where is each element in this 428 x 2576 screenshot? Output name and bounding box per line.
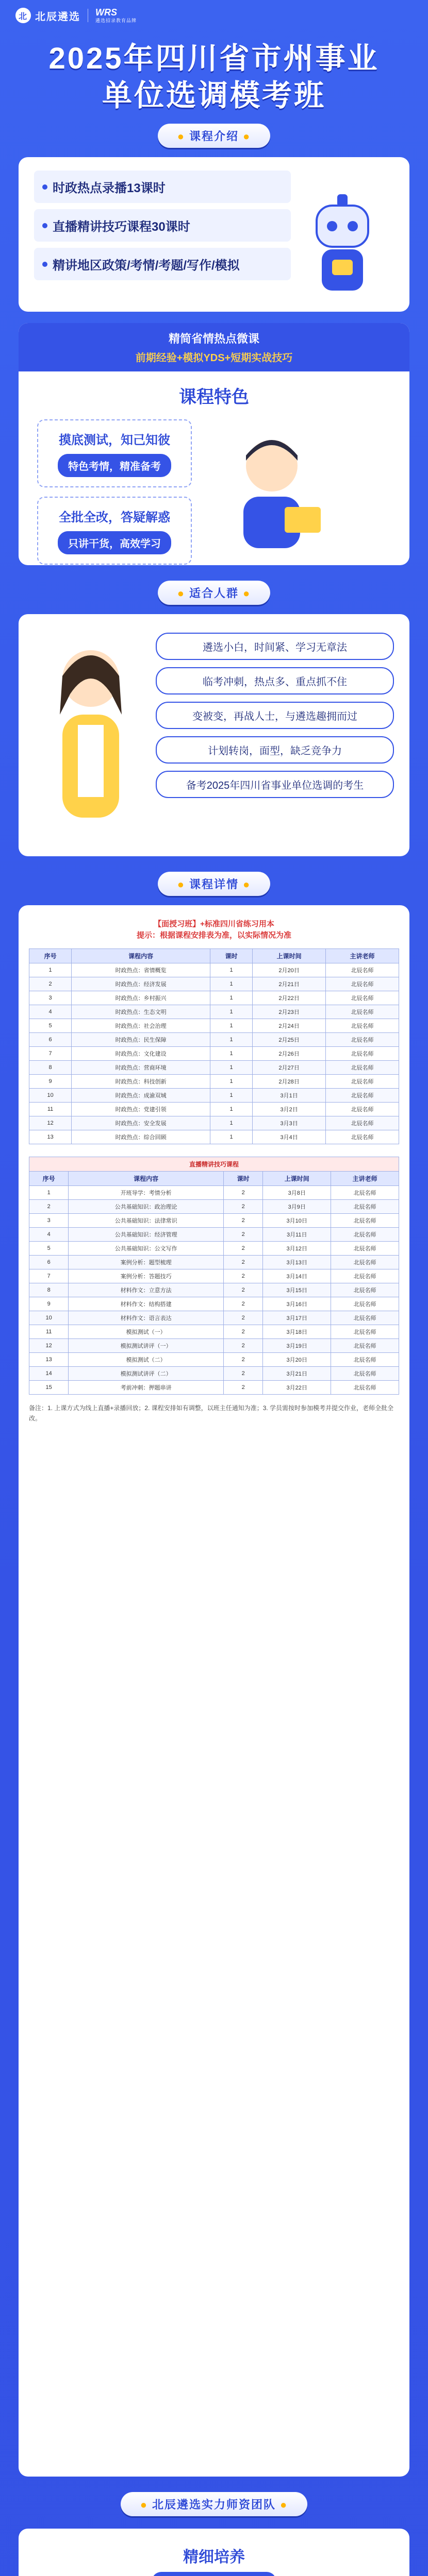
table-cell: 3月12日	[263, 1242, 331, 1256]
table-cell: 时政热点：成渝双城	[72, 1089, 210, 1103]
table-cell: 9	[29, 1075, 72, 1089]
table-cell: 3月3日	[253, 1116, 326, 1130]
table-row	[29, 1339, 399, 1353]
table-cell: 北辰名师	[331, 1353, 399, 1367]
logo-emblem-icon: 北	[15, 8, 31, 23]
table-cell: 1	[210, 963, 252, 977]
robot-icon	[301, 185, 384, 298]
team-card	[19, 2529, 409, 2576]
table-cell: 3月15日	[263, 1283, 331, 1297]
table-row	[29, 1130, 399, 1144]
table-row	[29, 1019, 399, 1033]
table-cell: 北辰名师	[326, 1061, 399, 1075]
bullet-icon	[42, 223, 47, 228]
course-note-line2: 提示：根据课程安排表为准，以实际情况为准	[136, 931, 291, 940]
table-cell: 13	[29, 1130, 72, 1144]
table-header-cell: 课程内容	[72, 949, 210, 963]
table-row	[29, 1283, 399, 1297]
table-cell: 北辰名师	[331, 1200, 399, 1214]
table-row	[29, 1089, 399, 1103]
table-row	[29, 1325, 399, 1339]
table-cell: 1	[29, 963, 72, 977]
table-cell: 北辰名师	[326, 977, 399, 991]
table-cell: 4	[29, 1228, 69, 1242]
table-cell: 公共基础知识：公文写作	[69, 1242, 224, 1256]
table-cell: 模拟测试讲评（一）	[69, 1339, 224, 1353]
table-cell: 3月4日	[253, 1130, 326, 1144]
table-cell: 北辰名师	[331, 1311, 399, 1325]
table-cell: 北辰名师	[331, 1186, 399, 1200]
table-cell: 时政热点：省情概览	[72, 963, 210, 977]
bullet-icon	[42, 184, 47, 190]
table-cell: 2	[223, 1242, 262, 1256]
table-cell: 1	[210, 1130, 252, 1144]
table-header-cell: 上课时间	[263, 1172, 331, 1186]
feature-banner	[19, 323, 409, 371]
table-cell: 3月11日	[263, 1228, 331, 1242]
table-cell: 北辰名师	[331, 1228, 399, 1242]
table-row	[29, 1311, 399, 1325]
table-row	[29, 1367, 399, 1381]
table-header-cell: 上课时间	[253, 949, 326, 963]
table-row	[29, 1269, 399, 1283]
course-table-header	[29, 949, 399, 963]
course-card	[19, 905, 409, 2477]
student-illustration-icon	[207, 419, 336, 553]
table-header-cell: 主讲老师	[331, 1172, 399, 1186]
table-cell: 2月27日	[253, 1061, 326, 1075]
intro-item: 直播精讲技巧课程30课时	[34, 209, 291, 242]
table-cell: 材料作文：立意方法	[69, 1283, 224, 1297]
table-cell: 2	[223, 1200, 262, 1214]
table-cell: 开班导学：考情分析	[69, 1186, 224, 1200]
intro-header	[0, 124, 428, 148]
intro-card	[19, 157, 409, 312]
teacher-illustration-icon	[34, 630, 147, 841]
audience-list	[156, 630, 394, 841]
feature-box-headline: 摸底测试，知己知彼	[59, 433, 170, 447]
table-row	[29, 1061, 399, 1075]
table-row	[29, 1103, 399, 1116]
brand-bar	[0, 0, 428, 31]
audience-item: 临考冲刺，热点多、重点抓不住	[156, 667, 394, 694]
table-cell: 2月23日	[253, 1005, 326, 1019]
feature-box-headline: 全批全改，答疑解惑	[59, 511, 170, 524]
hero	[0, 31, 428, 124]
feature-banner-line1: 精简省情热点微课	[168, 332, 259, 345]
table-cell: 7	[29, 1269, 69, 1283]
table-cell: 2	[223, 1214, 262, 1228]
feature-title: 课程特色	[179, 387, 249, 407]
table-cell: 2	[223, 1228, 262, 1242]
table-cell: 考前冲刺：押题串讲	[69, 1381, 224, 1395]
robot-mascot	[291, 171, 394, 298]
table-cell: 2月28日	[253, 1075, 326, 1089]
table-cell: 1	[210, 1047, 252, 1061]
table-cell: 时政热点：文化建设	[72, 1047, 210, 1061]
hero-title-line2: 单位选调模考班	[102, 79, 326, 112]
table-cell: 2	[223, 1297, 262, 1311]
table-cell: 北辰名师	[331, 1242, 399, 1256]
intro-list	[34, 171, 291, 298]
table-cell: 北辰名师	[326, 1089, 399, 1103]
table-cell: 3月19日	[263, 1339, 331, 1353]
table-cell: 3月14日	[263, 1269, 331, 1283]
intro-item: 精讲地区政策/考情/考题/写作/模拟	[34, 248, 291, 280]
table-cell: 6	[29, 1256, 69, 1269]
feature-box-tag: 特色考情，精准备考	[58, 454, 171, 477]
table-cell: 北辰名师	[326, 1116, 399, 1130]
table-cell: 2	[223, 1367, 262, 1381]
course-header	[0, 872, 428, 896]
feature-grid	[19, 408, 409, 574]
section-pill-audience: ● 适合人群 ●	[158, 581, 271, 605]
table-row	[29, 1200, 399, 1214]
table-row	[29, 1256, 399, 1269]
table-cell: 北辰名师	[326, 991, 399, 1005]
table-cell: 1	[210, 1005, 252, 1019]
table-cell: 2	[223, 1311, 262, 1325]
team-title: 精细培养	[183, 2549, 245, 2566]
table-cell: 北辰名师	[331, 1339, 399, 1353]
team-subtitle	[34, 2572, 394, 2576]
table-cell: 8	[29, 1283, 69, 1297]
table-cell: 北辰名师	[331, 1325, 399, 1339]
table-cell: 1	[210, 991, 252, 1005]
brand-secondary-main: WRS	[95, 7, 117, 18]
brand-logo	[15, 8, 80, 23]
table-cell: 1	[210, 1033, 252, 1047]
table-cell: 北辰名师	[331, 1297, 399, 1311]
table-cell: 2	[223, 1269, 262, 1283]
section-pill-course: ● 课程详情 ●	[158, 872, 271, 896]
feature-box-tag: 只讲干货，高效学习	[58, 531, 171, 554]
table-cell: 10	[29, 1311, 69, 1325]
table-cell: 3月8日	[263, 1186, 331, 1200]
feature-card	[19, 323, 409, 565]
table-cell: 2	[223, 1339, 262, 1353]
table-cell: 2	[223, 1353, 262, 1367]
table-cell: 时政热点：社会治理	[72, 1019, 210, 1033]
table-cell: 公共基础知识：经济管理	[69, 1228, 224, 1242]
table-cell: 北辰名师	[331, 1381, 399, 1395]
table-cell: 时政热点：科技创新	[72, 1075, 210, 1089]
table-cell: 3月10日	[263, 1214, 331, 1228]
table-row	[29, 1075, 399, 1089]
brand-secondary	[95, 8, 137, 23]
table-cell: 2	[223, 1283, 262, 1297]
course-note-line1: 【面授习班】+标准四川省练习用本	[154, 920, 274, 928]
table-cell: 2	[223, 1186, 262, 1200]
audience-item: 计划转岗，面型，缺乏竞争力	[156, 736, 394, 764]
table-cell: 时政热点：营商环境	[72, 1061, 210, 1075]
brand-logo-text: 北辰遴选	[35, 11, 80, 23]
table-cell: 5	[29, 1019, 72, 1033]
feature-banner-line2: 前期经验+模拟YDS+短期实战技巧	[135, 352, 293, 364]
table-cell: 1	[210, 1089, 252, 1103]
table-cell: 2	[223, 1325, 262, 1339]
table-cell: 2	[29, 1200, 69, 1214]
table-cell: 2	[29, 977, 72, 991]
table-row	[29, 1033, 399, 1047]
team-header	[0, 2492, 428, 2516]
table-cell: 北辰名师	[331, 1256, 399, 1269]
table-cell: 10	[29, 1089, 72, 1103]
audience-header	[0, 581, 428, 605]
bullet-icon	[42, 262, 47, 267]
feature-box	[37, 497, 192, 565]
table-cell: 2	[223, 1381, 262, 1395]
table-cell: 3月21日	[263, 1367, 331, 1381]
brand-secondary-sub: 遴选招录教育品牌	[95, 18, 137, 23]
table-cell: 公共基础知识：法律常识	[69, 1214, 224, 1228]
table-header-cell: 主讲老师	[326, 949, 399, 963]
table-cell: 3月18日	[263, 1325, 331, 1339]
table-cell: 2月22日	[253, 991, 326, 1005]
table-cell: 2月25日	[253, 1033, 326, 1047]
table-cell: 3	[29, 1214, 69, 1228]
table-cell: 11	[29, 1325, 69, 1339]
table-cell: 3月22日	[263, 1381, 331, 1395]
table-cell: 模拟测试讲评（二）	[69, 1367, 224, 1381]
table-cell: 北辰名师	[331, 1283, 399, 1297]
table-cell: 公共基础知识：政治理论	[69, 1200, 224, 1214]
table-cell: 15	[29, 1381, 69, 1395]
table-cell: 1	[210, 1116, 252, 1130]
table-cell: 3月20日	[263, 1353, 331, 1367]
table-cell: 时政热点：党建引领	[72, 1103, 210, 1116]
table-cell: 3月17日	[263, 1311, 331, 1325]
table-cell: 1	[210, 1075, 252, 1089]
table-cell: 8	[29, 1061, 72, 1075]
table-cell: 11	[29, 1103, 72, 1116]
table-row	[29, 1297, 399, 1311]
table-cell: 3月16日	[263, 1297, 331, 1311]
table-cell: 1	[210, 1103, 252, 1116]
table-cell: 时政热点：经济发展	[72, 977, 210, 991]
table-header-cell: 序号	[29, 949, 72, 963]
table-cell: 时政热点：综合回顾	[72, 1130, 210, 1144]
table-cell: 材料作文：结构搭建	[69, 1297, 224, 1311]
table-cell: 4	[29, 1005, 72, 1019]
table-cell: 3月13日	[263, 1256, 331, 1269]
table-cell: 北辰名师	[326, 1005, 399, 1019]
table-cell: 时政热点：乡村振兴	[72, 991, 210, 1005]
section-pill-intro: ● 课程介绍 ●	[158, 124, 271, 148]
table-cell: 北辰名师	[331, 1214, 399, 1228]
table-cell: 2月24日	[253, 1019, 326, 1033]
table-cell: 时政热点：民生保障	[72, 1033, 210, 1047]
course-group-title: 直播精讲技巧课程	[29, 1157, 399, 1172]
table-cell: 9	[29, 1297, 69, 1311]
hero-title-line1: 2025年四川省市州事业	[48, 42, 380, 75]
table-row	[29, 1228, 399, 1242]
table-row	[29, 1381, 399, 1395]
course-table-header	[29, 1172, 399, 1186]
course-table	[29, 948, 399, 1144]
table-cell: 14	[29, 1367, 69, 1381]
audience-item: 备考2025年四川省事业单位选调的考生	[156, 771, 394, 798]
table-cell: 2月20日	[253, 963, 326, 977]
table-header-cell: 课时	[223, 1172, 262, 1186]
table-cell: 案例分析：题型梳理	[69, 1256, 224, 1269]
table-cell: 1	[29, 1186, 69, 1200]
table-cell: 13	[29, 1353, 69, 1367]
table-cell: 3月2日	[253, 1103, 326, 1116]
table-cell: 1	[210, 1019, 252, 1033]
course-footnote: 备注：1. 上课方式为线上直播+录播回放；2. 课程安排如有调整，以班主任通知为准；3. 学员需按时参加模考并提交作业，老师全批全改。	[29, 1404, 394, 1422]
table-header-cell: 序号	[29, 1172, 69, 1186]
audience-card	[19, 614, 409, 856]
table-cell: 3月1日	[253, 1089, 326, 1103]
table-cell: 5	[29, 1242, 69, 1256]
table-row	[29, 1242, 399, 1256]
table-cell: 7	[29, 1047, 72, 1061]
table-cell: 模拟测试（一）	[69, 1325, 224, 1339]
section-pill-team: ● 北辰遴选实力师资团队 ●	[121, 2492, 308, 2516]
table-cell: 案例分析：答题技巧	[69, 1269, 224, 1283]
table-row	[29, 1214, 399, 1228]
table-row	[29, 963, 399, 977]
feature-box	[37, 419, 192, 487]
intro-item: 时政热点录播13课时	[34, 171, 291, 203]
audience-item: 遴选小白，时间紧、学习无章法	[156, 633, 394, 660]
table-header-cell: 课时	[210, 949, 252, 963]
table-cell: 北辰名师	[331, 1269, 399, 1283]
table-cell: 1	[210, 977, 252, 991]
table-cell: 北辰名师	[326, 1103, 399, 1116]
table-cell: 12	[29, 1116, 72, 1130]
table-cell: 北辰名师	[326, 963, 399, 977]
table-cell: 模拟测试（二）	[69, 1353, 224, 1367]
table-row	[29, 1116, 399, 1130]
table-row	[29, 1047, 399, 1061]
feature-column	[37, 419, 192, 574]
table-cell: 2	[223, 1256, 262, 1269]
table-row	[29, 1005, 399, 1019]
table-cell: 时政热点：安全发展	[72, 1116, 210, 1130]
table-cell: 北辰名师	[331, 1367, 399, 1381]
table-cell: 北辰名师	[326, 1047, 399, 1061]
table-row	[29, 1353, 399, 1367]
table-header-cell: 课程内容	[69, 1172, 224, 1186]
table-cell: 3	[29, 991, 72, 1005]
table-cell: 材料作文：语言表达	[69, 1311, 224, 1325]
table-cell: 6	[29, 1033, 72, 1047]
table-cell: 2月21日	[253, 977, 326, 991]
course-table-live	[29, 1157, 399, 1395]
table-cell: 1	[210, 1061, 252, 1075]
table-cell: 北辰名师	[326, 1075, 399, 1089]
table-cell: 北辰名师	[326, 1130, 399, 1144]
table-cell: 北辰名师	[326, 1019, 399, 1033]
table-cell: 北辰名师	[326, 1033, 399, 1047]
table-cell: 时政热点：生态文明	[72, 1005, 210, 1019]
audience-item: 变被变，再战人士，与遴选趣拥而过	[156, 702, 394, 729]
table-cell: 2月26日	[253, 1047, 326, 1061]
table-row	[29, 977, 399, 991]
table-cell: 3月9日	[263, 1200, 331, 1214]
table-row	[29, 1186, 399, 1200]
table-cell: 12	[29, 1339, 69, 1353]
table-row	[29, 991, 399, 1005]
